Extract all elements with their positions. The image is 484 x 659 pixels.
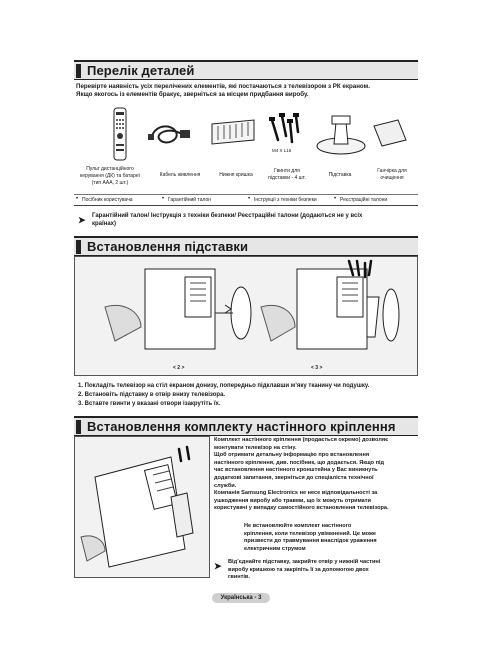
screws-icon [266,106,302,162]
wall-paragraphs [214,437,418,513]
parts-intro-line2: Якщо якогось із елементів бракує, зверніться за місцем придбання виробу. [76,91,309,98]
stand-diagram-icon [75,257,419,377]
wall-paragraph: Комплект настінного кріплення (продається окремо) дозволяє монтувати телевізор на стіну. [214,437,389,451]
remote-control-icon [110,106,130,162]
part-label-stand: Підставка [328,172,352,178]
figure-caption-3: < 3 > [311,365,323,371]
section-marker [76,64,81,78]
parts-intro [76,83,418,99]
parts-note: Гарантійний талон/ Інструкція з техніки безпеки/ Реєстраційні талони (додаються не у всіх країнах) [92,213,363,227]
wall-paragraph: Щоб отримати детальну інформацію про встановлення настінного кріплення, див. посібник, що додається. Якщо під час встановлення настінного кронштейна у Вас виникнуть додаткові запитання, зверніться до спеціаліста технічної служби. [214,452,385,489]
wall-mount-diagram-icon [75,437,211,579]
extras-row [74,194,418,204]
part-label-cloth: Ганчірка для очищення [377,168,407,181]
wall-tip: Від’єднайте підставку, закрийте отвір у нижній частині виробу кришкою та закріпіть її за допомогою двох гвинтів. [228,559,381,581]
parts-section-header [74,60,418,80]
stand-steps [78,382,418,409]
figure-caption-2: < 2 > [173,365,185,371]
wall-section-title: Встановлення комплекту настінного кріплення [87,419,396,434]
extra-item: • Інструкції з техніки безпеки [246,197,332,203]
wall-section-header [74,416,418,436]
page-number-badge: Українська - 3 [212,593,270,603]
part-label-remote: Пульт дистанційного керування (ДК) та батареї (тип ААА, 2 шт.) [79,166,141,186]
tip-arrow-icon: ➤ [214,561,222,571]
screw-size-label: M4 X L16 [272,148,292,153]
parts-intro-line1: Перевірте наявність усіх перелічених елементів, які постачаються з телевізором з РК екраном. [76,83,370,90]
extra-item: • Реєстраційні талони [332,197,418,203]
stand-step: 1. Покладіть телевізор на стіл екраном донизу, попередньо підклавши м’яку тканину чи подушку. [78,383,370,389]
extra-item: • Посібник користувача [74,197,160,203]
note-arrow-icon: ➤ [78,215,86,225]
bottom-cover-icon [208,106,258,162]
cleaning-cloth-icon [370,106,410,162]
wall-warning: Не встановлюйте комплект настінного кріплення, коли телевізор увімкнений. Це може призвести до травмування внаслідок ураження електричним струмом [244,523,377,552]
stand-section-header [74,236,418,256]
extra-item: • Гарантійний талон [160,197,246,203]
parts-table [74,102,418,206]
stand-illustration [74,256,418,376]
power-cable-icon [146,106,194,162]
stand-section-title: Встановлення підставки [87,239,249,254]
section-marker [76,420,81,434]
part-label-cover: Нижня кришка [219,172,253,178]
part-label-screws: Гвинти для підставки - 4 шт. [268,168,306,181]
wall-mount-illustration [74,436,210,578]
part-label-cable: Кабель живлення [159,172,201,178]
stand-step: 3. Вставте гвинти у вказані отвори ізакрутіть їх. [78,401,221,407]
wall-paragraph: Компанія Samsung Electronics не несе відповідальності за ушкодження виробу або травми, що їх можуть отримати користувачі у випадку самостійного встановлення телевізора. [214,490,389,512]
parts-section-title: Перелік деталей [87,63,195,78]
stand-icon [314,106,368,162]
stand-step: 2. Встановіть підставку в отвір внизу телевізора. [78,392,226,398]
section-marker [76,240,81,254]
